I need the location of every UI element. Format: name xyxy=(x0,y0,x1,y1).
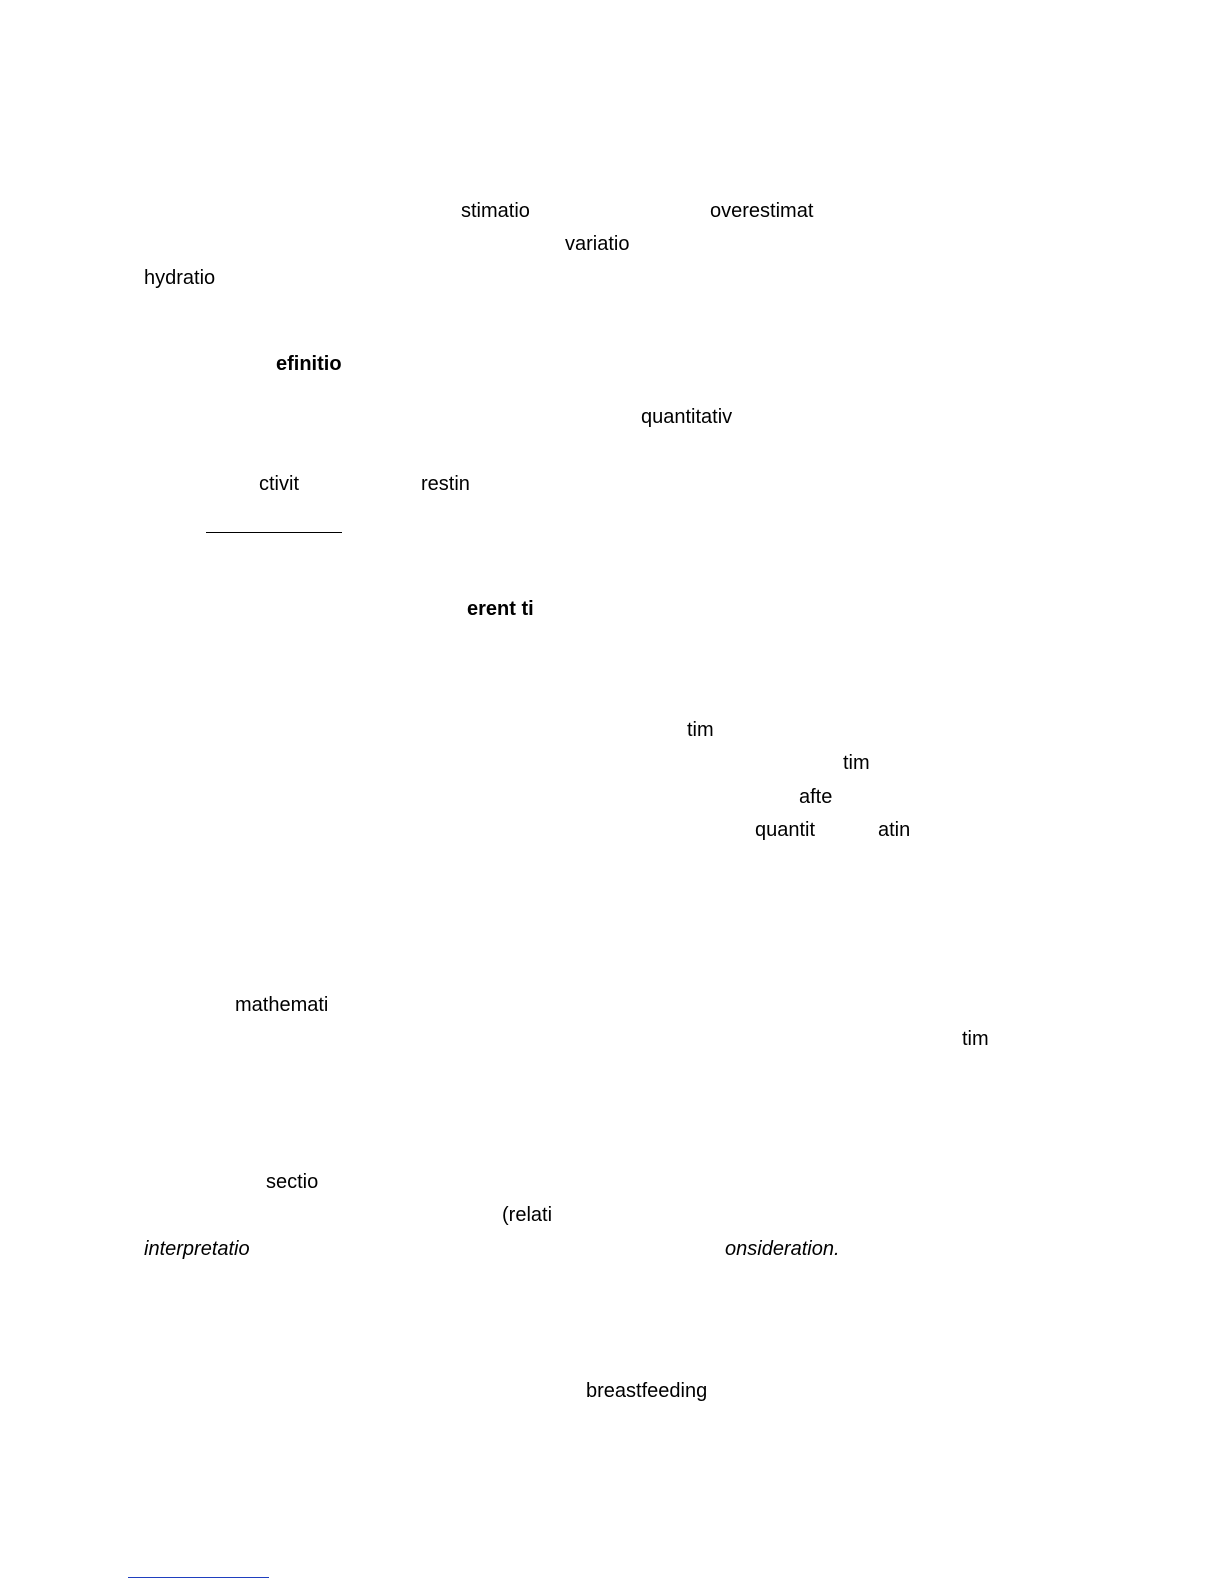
text-fragment: (relati xyxy=(502,1204,553,1226)
text-fragment: breastfeeding xyxy=(586,1380,708,1402)
text-fragment: sectio xyxy=(266,1171,319,1193)
text-fragment: mathemati xyxy=(235,994,329,1016)
text-fragment: ctivit xyxy=(259,473,299,495)
text-fragment: atin xyxy=(878,819,911,841)
text-fragment: stimatio xyxy=(461,200,530,222)
section-heading-fragment: efinitio xyxy=(276,353,342,375)
text-fragment: afte xyxy=(799,786,833,808)
text-fragment: overestimat xyxy=(710,200,814,222)
text-fragment: hydratio xyxy=(144,267,216,289)
text-fragment: tim xyxy=(687,719,714,741)
text-fragment: quantit xyxy=(755,819,816,841)
link-underline xyxy=(128,1577,269,1578)
text-fragment: tim xyxy=(843,752,870,774)
text-fragment: restin xyxy=(421,473,470,495)
text-fragment: tim xyxy=(962,1028,989,1050)
underline-rule xyxy=(206,532,342,533)
text-fragment: onsideration. xyxy=(725,1238,840,1260)
section-heading-fragment: erent ti xyxy=(467,598,534,620)
text-fragment: variatio xyxy=(565,233,630,255)
text-fragment: interpretatio xyxy=(144,1238,250,1260)
text-fragment: quantitativ xyxy=(641,406,733,428)
